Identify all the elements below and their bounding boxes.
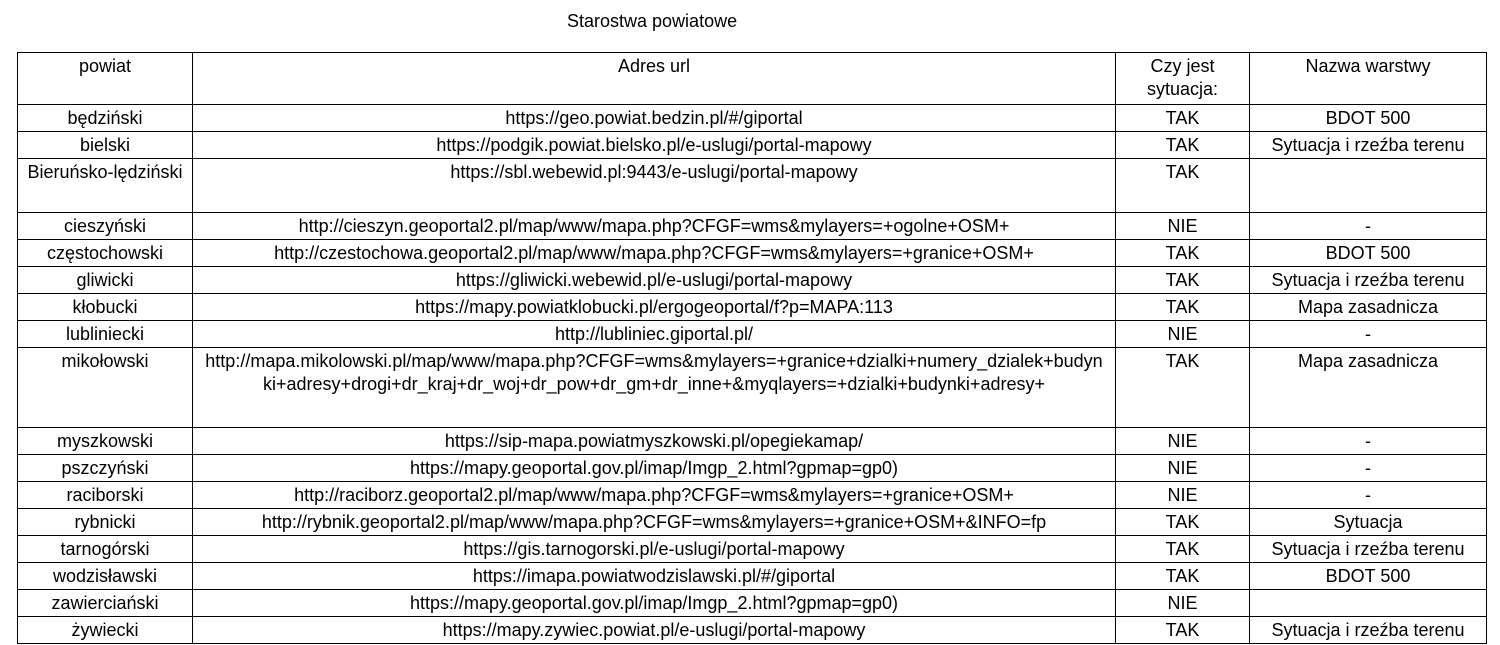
cell-powiat: pszczyński [18, 455, 193, 482]
table-row [18, 482, 1487, 509]
table-row [18, 590, 1487, 617]
table-row [18, 509, 1487, 536]
cell-powiat: będziński [18, 105, 193, 132]
cell-sytuacja: NIE [1116, 428, 1250, 455]
cell-sytuacja: NIE [1116, 482, 1250, 509]
cell-url: https://mapy.powiatklobucki.pl/ergogeoportal/f?p=MAPA:113 [193, 294, 1116, 321]
cell-warstwa [1250, 590, 1487, 617]
table-row [18, 348, 1487, 428]
cell-warstwa: - [1250, 455, 1487, 482]
cell-sytuacja: NIE [1116, 213, 1250, 240]
cell-sytuacja: TAK [1116, 348, 1250, 428]
cell-powiat: wodzisławski [18, 563, 193, 590]
cell-sytuacja: TAK [1116, 294, 1250, 321]
cell-powiat: lubliniecki [18, 321, 193, 348]
cell-url: https://sip-mapa.powiatmyszkowski.pl/opegiekamap/ [193, 428, 1116, 455]
cell-warstwa: - [1250, 213, 1487, 240]
cell-powiat: cieszyński [18, 213, 193, 240]
table-row [18, 536, 1487, 563]
column-header-warstwa: Nazwa warstwy [1250, 53, 1487, 105]
column-header-url: Adres url [193, 53, 1116, 105]
cell-url: https://gliwicki.webewid.pl/e-uslugi/portal-mapowy [193, 267, 1116, 294]
cell-powiat: bielski [18, 132, 193, 159]
cell-sytuacja: TAK [1116, 159, 1250, 213]
table-row [18, 105, 1487, 132]
cell-warstwa: Mapa zasadnicza [1250, 348, 1487, 428]
cell-powiat: częstochowski [18, 240, 193, 267]
cell-sytuacja: TAK [1116, 105, 1250, 132]
cell-warstwa: Sytuacja i rzeźba terenu [1250, 132, 1487, 159]
page-title: Starostwa powiatowe [567, 11, 738, 31]
cell-url: https://gis.tarnogorski.pl/e-uslugi/portal-mapowy [193, 536, 1116, 563]
table-row [18, 428, 1487, 455]
cell-url: https://mapy.geoportal.gov.pl/imap/Imgp_2.html?gpmap=gp0) [193, 455, 1116, 482]
cell-warstwa: Mapa zasadnicza [1250, 294, 1487, 321]
cell-sytuacja: TAK [1116, 132, 1250, 159]
cell-sytuacja: TAK [1116, 536, 1250, 563]
cell-powiat: tarnogórski [18, 536, 193, 563]
cell-url: http://cieszyn.geoportal2.pl/map/www/mapa.php?CFGF=wms&mylayers=+ogolne+OSM+ [193, 213, 1116, 240]
cell-url: http://czestochowa.geoportal2.pl/map/www/mapa.php?CFGF=wms&mylayers=+granice+OSM+ [193, 240, 1116, 267]
column-header-sytuacja: Czy jest sytuacja: [1116, 53, 1250, 105]
cell-url: https://mapy.geoportal.gov.pl/imap/Imgp_2.html?gpmap=gp0) [193, 590, 1116, 617]
header-row [18, 53, 1487, 105]
cell-warstwa: BDOT 500 [1250, 105, 1487, 132]
table-row [18, 159, 1487, 213]
cell-url: https://imapa.powiatwodzislawski.pl/#/giportal [193, 563, 1116, 590]
table-row [18, 294, 1487, 321]
cell-warstwa: Sytuacja i rzeźba terenu [1250, 617, 1487, 644]
cell-url: http://raciborz.geoportal2.pl/map/www/mapa.php?CFGF=wms&mylayers=+granice+OSM+ [193, 482, 1116, 509]
cell-url: https://geo.powiat.bedzin.pl/#/giportal [193, 105, 1116, 132]
cell-warstwa: - [1250, 428, 1487, 455]
cell-warstwa: Sytuacja i rzeźba terenu [1250, 536, 1487, 563]
cell-sytuacja: NIE [1116, 321, 1250, 348]
column-header-powiat: powiat [18, 53, 193, 105]
cell-sytuacja: TAK [1116, 563, 1250, 590]
table-row [18, 213, 1487, 240]
table-row [18, 132, 1487, 159]
cell-url: http://rybnik.geoportal2.pl/map/www/mapa.php?CFGF=wms&mylayers=+granice+OSM+&INFO=fp [193, 509, 1116, 536]
table-row [18, 321, 1487, 348]
cell-warstwa: - [1250, 482, 1487, 509]
cell-url: https://mapy.zywiec.powiat.pl/e-uslugi/portal-mapowy [193, 617, 1116, 644]
cell-sytuacja: TAK [1116, 267, 1250, 294]
cell-powiat: Bieruńsko-lędziński [18, 159, 193, 213]
cell-sytuacja: TAK [1116, 617, 1250, 644]
cell-warstwa: BDOT 500 [1250, 240, 1487, 267]
table-row [18, 267, 1487, 294]
cell-url: https://sbl.webewid.pl:9443/e-uslugi/portal-mapowy [193, 159, 1116, 213]
cell-url: https://podgik.powiat.bielsko.pl/e-uslugi/portal-mapowy [193, 132, 1116, 159]
cell-powiat: gliwicki [18, 267, 193, 294]
cell-warstwa [1250, 159, 1487, 213]
cell-sytuacja: TAK [1116, 240, 1250, 267]
cell-warstwa: Sytuacja [1250, 509, 1487, 536]
table-row [18, 617, 1487, 644]
cell-powiat: myszkowski [18, 428, 193, 455]
cell-warstwa: Sytuacja i rzeźba terenu [1250, 267, 1487, 294]
cell-sytuacja: NIE [1116, 455, 1250, 482]
cell-powiat: rybnicki [18, 509, 193, 536]
cell-powiat: żywiecki [18, 617, 193, 644]
cell-powiat: zawierciański [18, 590, 193, 617]
cell-url: http://mapa.mikolowski.pl/map/www/mapa.php?CFGF=wms&mylayers=+granice+dzialki+numery_dzialek+budynki+adresy+drogi+dr_kraj+dr_woj+dr_pow+dr_gm+dr_inne+&myqlayers=+dzialki+budynki+adresy+ [193, 348, 1116, 428]
cell-powiat: kłobucki [18, 294, 193, 321]
powiaty-table [17, 52, 1487, 644]
table-row [18, 563, 1487, 590]
cell-sytuacja: NIE [1116, 590, 1250, 617]
table-row [18, 240, 1487, 267]
cell-warstwa: - [1250, 321, 1487, 348]
cell-url: http://lubliniec.giportal.pl/ [193, 321, 1116, 348]
table-row [18, 455, 1487, 482]
cell-warstwa: BDOT 500 [1250, 563, 1487, 590]
cell-powiat: mikołowski [18, 348, 193, 428]
cell-powiat: raciborski [18, 482, 193, 509]
cell-sytuacja: TAK [1116, 509, 1250, 536]
